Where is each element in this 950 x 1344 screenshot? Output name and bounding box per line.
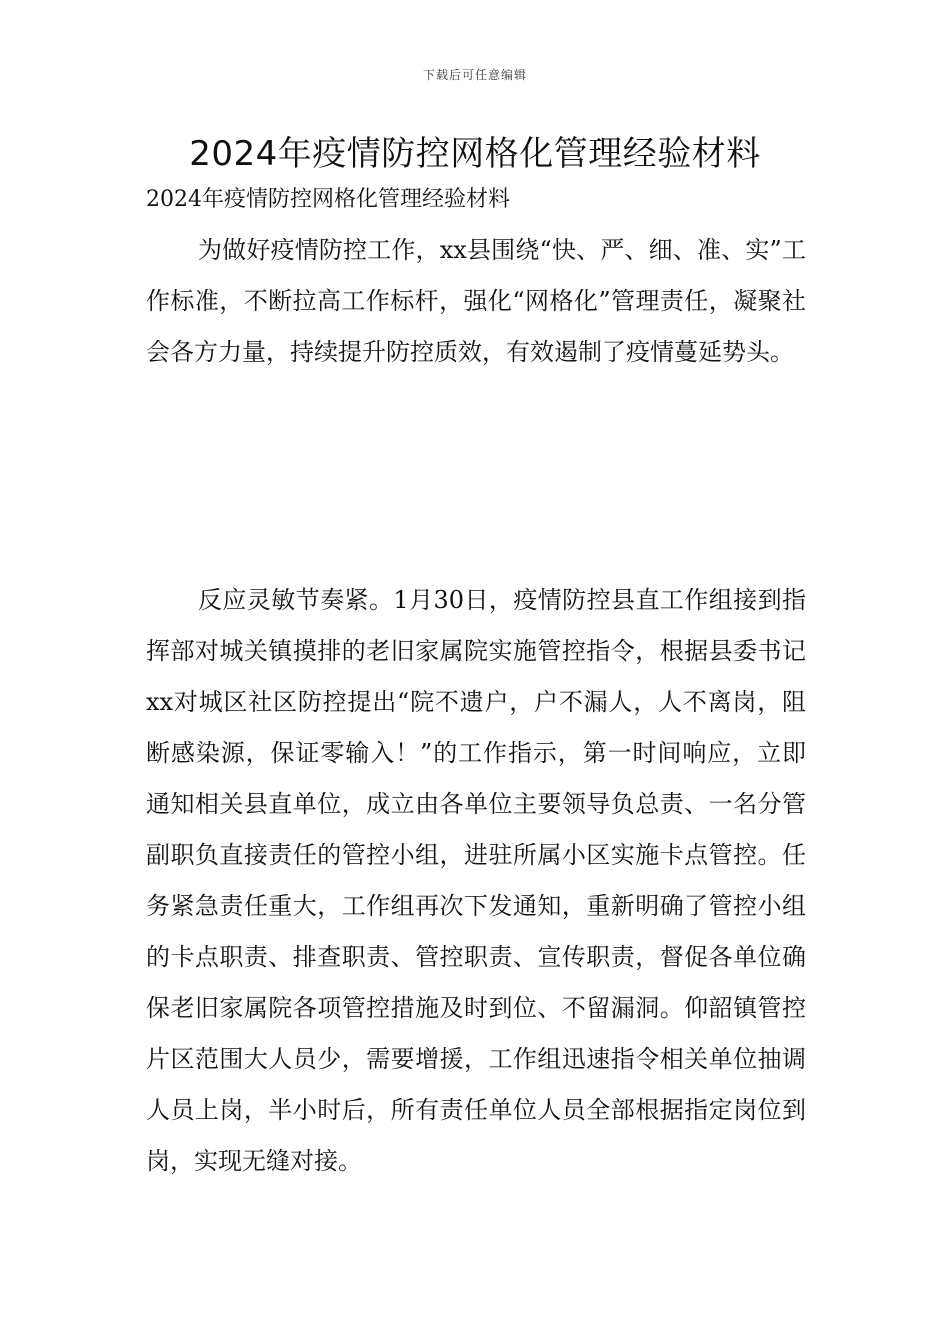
document-title: 2024年疫情防控网格化管理经验材料 bbox=[189, 134, 761, 174]
body-paragraph-response: 反应灵敏节奏紧。1月30日，疫情防控县直工作组接到指挥部对城关镇摸排的老旧家属院实施管控指令，根据县委书记xx对城区社区防控提出“院不遗户，户不漏人，人不离岗，阻断感染源，保证零输入！”的工作指示，第一时间响应，立即通知相关县直单位，成立由各单位主要领导负总责、一名分管副职负直接责任的管控小组，进驻所属小区实施卡点管控。任务紧急责任重大，工作组再次下发通知，重新明确了管控小组的卡点职责、排查职责、管控职责、宣传职责，督促各单位确保老旧家属院各项管控措施及时到位、不留漏洞。仰韶镇管控片区范围大人员少，需要增援，工作组迅速指令相关单位抽调人员上岗，半小时后，所有责任单位人员全部根据指定岗位到岗，实现无缝对接。 bbox=[146, 586, 806, 1175]
document-subtitle: 2024年疫情防控网格化管理经验材料 bbox=[146, 187, 510, 212]
body-paragraph-intro: 为做好疫情防控工作，xx县围绕“快、严、细、准、实”工作标准，不断拉高工作标杆，强化“网格化”管理责任，凝聚社会各方力量，持续提升防控质效，有效遏制了疫情蔓延势头。 bbox=[146, 236, 806, 366]
header-note: 下载后可任意编辑 bbox=[422, 68, 527, 82]
